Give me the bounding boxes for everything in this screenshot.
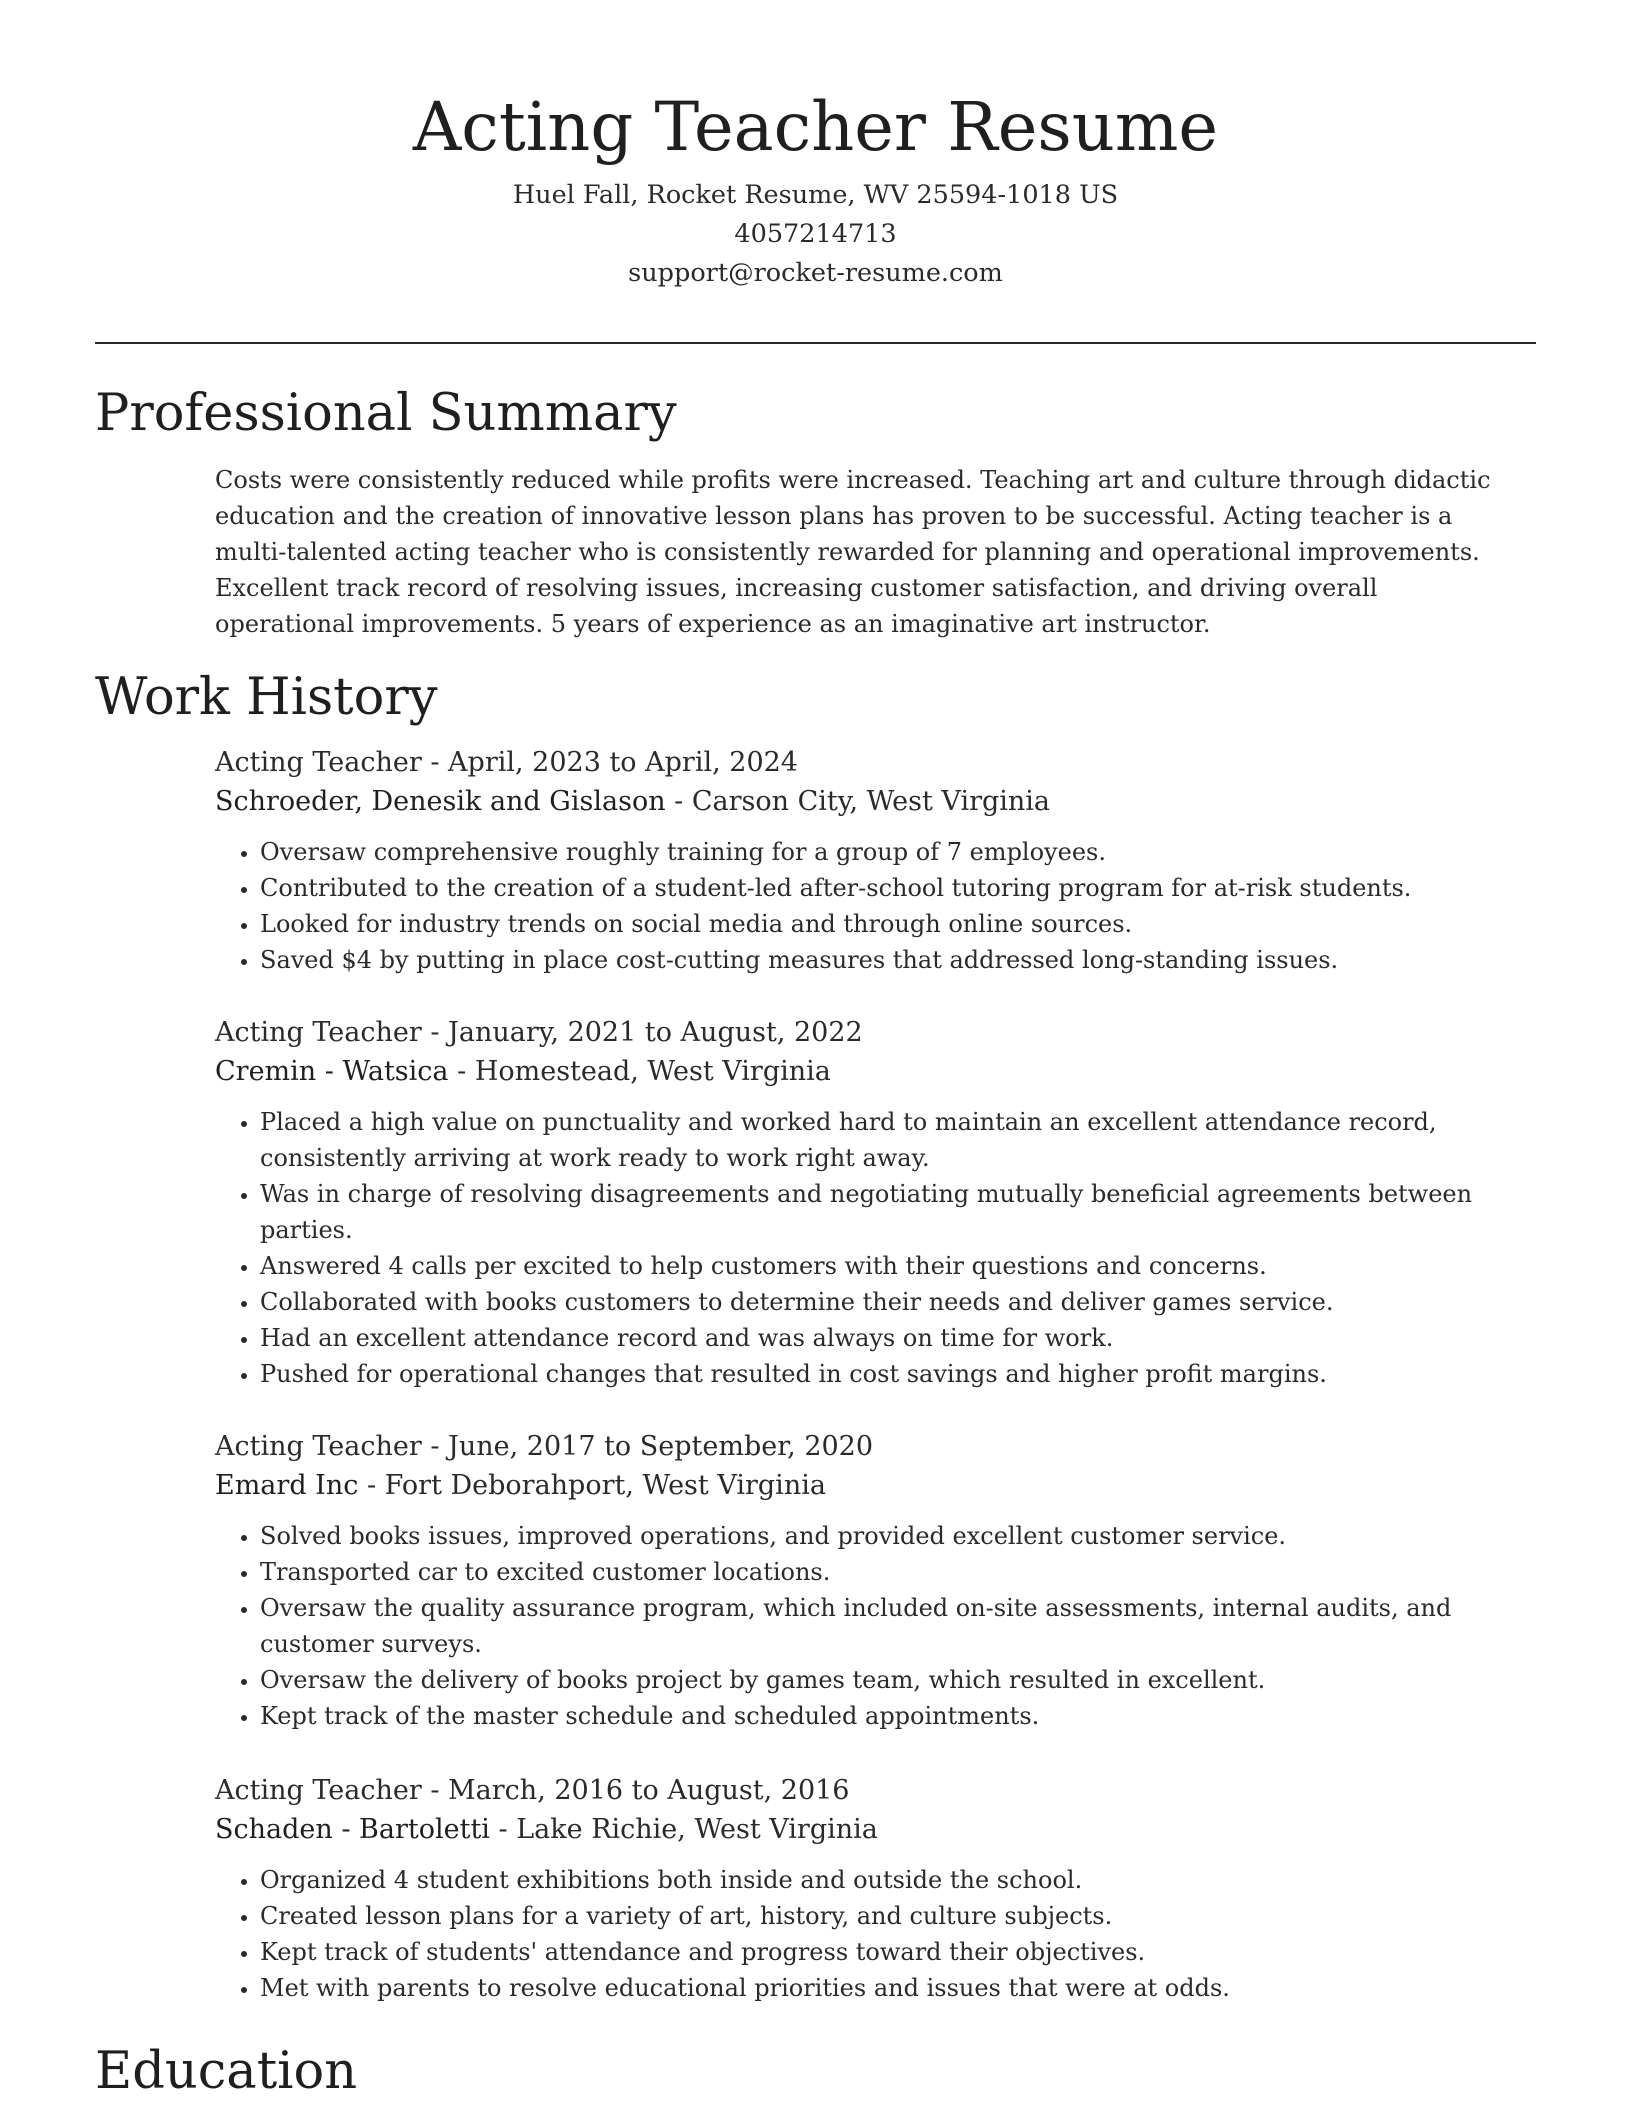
company-name: Schroeder, Denesik and Gislason (215, 786, 666, 817)
duty-item: • Had an excellent attendance record and was always on time for work. (260, 1320, 1545, 1356)
contact-address: Huel Fall, Rocket Resume, WV 25594-1018 US (512, 180, 1119, 210)
duty-item: • Met with parents to resolve educational priorities and issues that were at odds. (260, 1970, 1545, 2006)
duty-item: • Answered 4 calls per excited to help customers with their questions and concerns. (260, 1248, 1545, 1284)
duty-item: • Kept track of the master schedule and scheduled appointments. (260, 1698, 1545, 1734)
duty-item: • Pushed for operational changes that resulted in cost savings and higher profit margins. (260, 1356, 1545, 1392)
job-location: - Fort Deborahport, West Virginia (358, 1470, 826, 1501)
job-title: Acting Teacher - March, 2016 to August, 2016 (215, 1775, 850, 1806)
job-entry (215, 744, 1545, 978)
job-duties (215, 834, 1545, 978)
job-duties (215, 1862, 1545, 2006)
company-name: Emard Inc (215, 1470, 359, 1501)
resume-header (95, 84, 1536, 293)
education-heading: Education (95, 2042, 358, 2101)
resume-title: Acting Teacher Resume (412, 88, 1219, 166)
job-company-line (215, 782, 1545, 822)
job-duties (215, 1104, 1545, 1392)
duty-item: • Created lesson plans for a variety of art, history, and culture subjects. (260, 1898, 1545, 1934)
job-title: Acting Teacher - June, 2017 to September, 2020 (215, 1431, 874, 1462)
company-name: Schaden - Bartoletti (215, 1814, 490, 1845)
job-title: Acting Teacher - April, 2023 to April, 2024 (215, 747, 798, 778)
job-entry (215, 1772, 1545, 2006)
job-location: - Carson City, West Virginia (665, 786, 1051, 817)
duty-item: • Oversaw the delivery of books project by games team, which resulted in excellent. (260, 1662, 1545, 1698)
duty-item: • Placed a high value on punctuality and worked hard to maintain an excellent attendance record, consistently arriving at work ready to work right away. (260, 1104, 1545, 1176)
job-location: - Homestead, West Virginia (448, 1056, 831, 1087)
job-entry (215, 1428, 1545, 1734)
duty-item: • Oversaw the quality assurance program, which included on-site assessments, internal audits, and customer surveys. (260, 1590, 1545, 1662)
summary-heading: Professional Summary (95, 384, 677, 443)
job-title: Acting Teacher - January, 2021 to August, 2022 (215, 1017, 863, 1048)
job-company-line (215, 1466, 1545, 1506)
contact-info (95, 176, 1536, 293)
job-company-line (215, 1052, 1545, 1092)
job-duties (215, 1518, 1545, 1734)
work-history-heading: Work History (95, 668, 438, 727)
duty-item: • Contributed to the creation of a student-led after-school tutoring program for at-risk students. (260, 870, 1545, 906)
duty-item: • Transported car to excited customer locations. (260, 1554, 1545, 1590)
duty-item: • Kept track of students' attendance and progress toward their objectives. (260, 1934, 1545, 1970)
duty-item: • Saved $4 by putting in place cost-cutting measures that addressed long-standing issues. (260, 942, 1545, 978)
summary-text: Costs were consistently reduced while profits were increased. Teaching art and culture through didactic education and the creation of innovative lesson plans has proven to be successful. Acting teacher is a multi-talented acting teacher who is consistently rewarded for planning and operational improvements. Excellent track record of resolving issues, increasing customer satisfaction, and driving overall operational improvements. 5 years of experience as an imaginative art instructor. (215, 466, 1491, 638)
job-company-line (215, 1810, 1545, 1850)
company-name: Cremin - Watsica (215, 1056, 449, 1087)
duty-item: • Solved books issues, improved operations, and provided excellent customer service. (260, 1518, 1545, 1554)
contact-email: support@rocket-resume.com (628, 258, 1003, 288)
duty-item: • Looked for industry trends on social media and through online sources. (260, 906, 1545, 942)
duty-item: • Was in charge of resolving disagreements and negotiating mutually beneficial agreements between parties. (260, 1176, 1545, 1248)
job-entry (215, 1014, 1545, 1392)
duty-item: • Organized 4 student exhibitions both inside and outside the school. (260, 1862, 1545, 1898)
contact-phone: 4057214713 (734, 219, 897, 249)
job-location: - Lake Richie, West Virginia (489, 1814, 878, 1845)
duty-item: • Oversaw comprehensive roughly training for a group of 7 employees. (260, 834, 1545, 870)
header-divider (95, 342, 1536, 344)
duty-item: • Collaborated with books customers to determine their needs and deliver games service. (260, 1284, 1545, 1320)
